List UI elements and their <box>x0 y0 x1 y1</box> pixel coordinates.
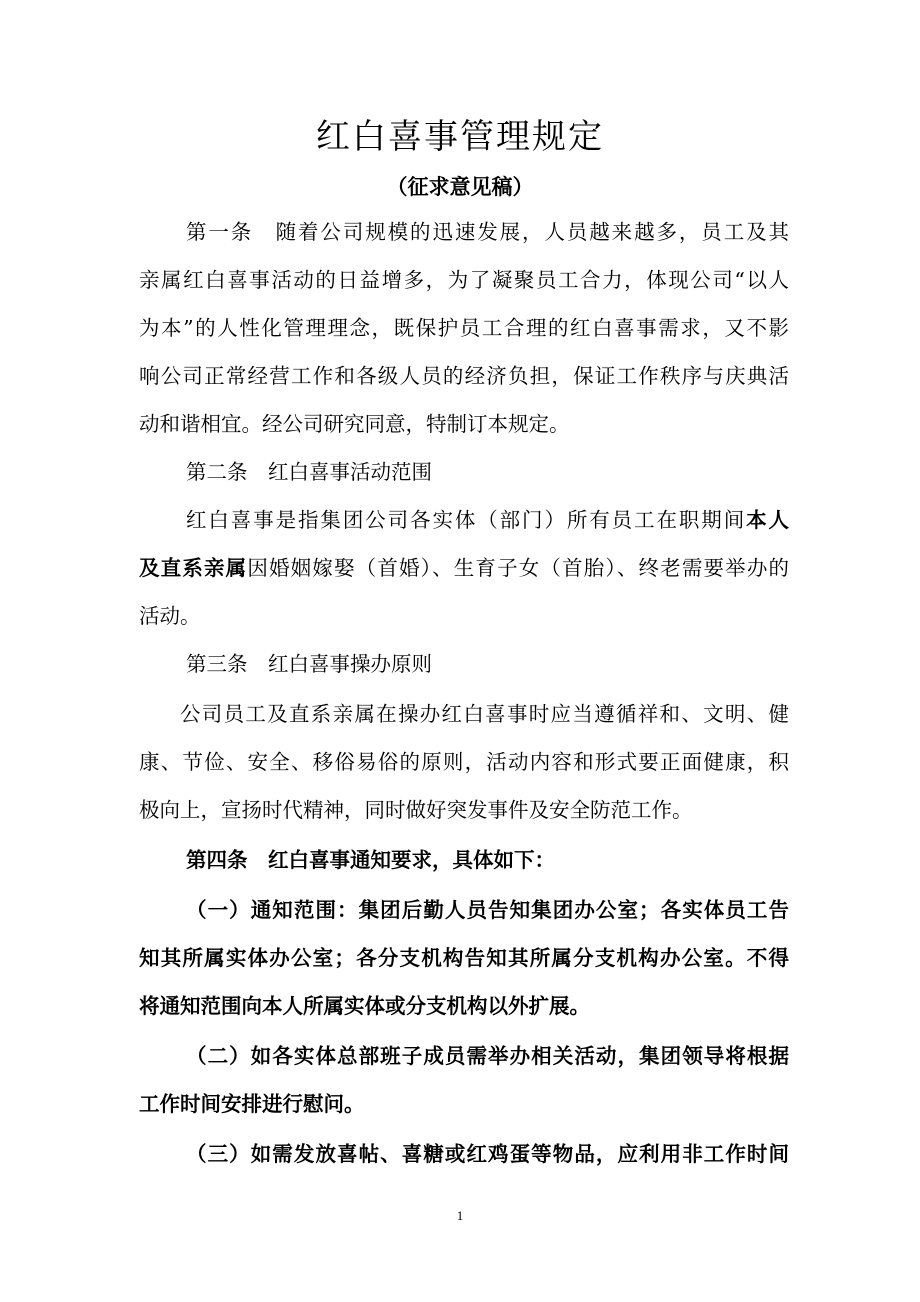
article-2-line <box>139 552 789 584</box>
document-subtitle: （征求意见稿） <box>386 175 534 199</box>
article-4-item-3-line: （三）如需发放喜帖、喜糖或红鸡蛋等物品，应利用非工作时间 <box>186 1142 789 1166</box>
article-2-bold-text: 本人 <box>746 508 790 532</box>
article-3-line: 极向上，宣扬时代精神，同时做好突发事件及安全防范工作。 <box>139 798 693 822</box>
article-4-item-1-line: 知其所属实体办公室；各分支机构告知其所属分支机构办公室。不得 <box>139 946 789 970</box>
article-1-line: 响公司正常经营工作和各级人员的经济负担，保证工作秩序与庆典活 <box>139 364 789 388</box>
article-4-item-2-line: 工作时间安排进行慰问。 <box>139 1092 365 1116</box>
article-2-line <box>186 504 789 536</box>
article-4-heading: 第四条 红白喜事通知要求，具体如下： <box>186 848 555 872</box>
document-title: 红白喜事管理规定 <box>316 117 604 157</box>
article-4-item-1-line: （一）通知范围：集团后勤人员告知集团办公室；各实体员工告 <box>186 898 789 922</box>
article-2-line: 活动。 <box>139 604 201 628</box>
article-3-line: 康、节俭、安全、移俗易俗的原则，活动内容和形式要正面健康，积 <box>139 750 789 774</box>
article-1-line: 亲属红白喜事活动的日益增多，为了凝聚员工合力，体现公司“以人 <box>139 268 789 292</box>
article-1-line: 动和谐相宜。经公司研究同意，特制订本规定。 <box>139 412 570 436</box>
article-2-text: 因婚姻嫁娶（首婚）、生育子女（首胎）、终老需要举办的 <box>247 556 790 580</box>
page-number: 1 <box>456 1208 464 1223</box>
article-4-item-1-line: 将通知范围向本人所属实体或分支机构以外扩展。 <box>139 994 590 1018</box>
article-4-item-2-line: （二）如各实体总部班子成员需举办相关活动，集团领导将根据 <box>186 1044 789 1068</box>
article-1-heading-line: 第一条 随着公司规模的迅速发展，人员越来越多，员工及其 <box>186 220 789 244</box>
article-3-line: 公司员工及直系亲属在操办红白喜事时应当遵循祥和、文明、健 <box>180 702 789 726</box>
article-3-heading: 第三条 红白喜事操办原则 <box>186 652 432 676</box>
article-2-heading: 第二条 红白喜事活动范围 <box>186 460 432 484</box>
article-2-bold-text: 及直系亲属 <box>139 556 248 580</box>
article-2-text: 红白喜事是指集团公司各实体（部门）所有员工在职期间 <box>186 508 747 532</box>
article-1-line: 为本”的人性化管理理念，既保护员工合理的红白喜事需求，又不影 <box>139 316 789 340</box>
